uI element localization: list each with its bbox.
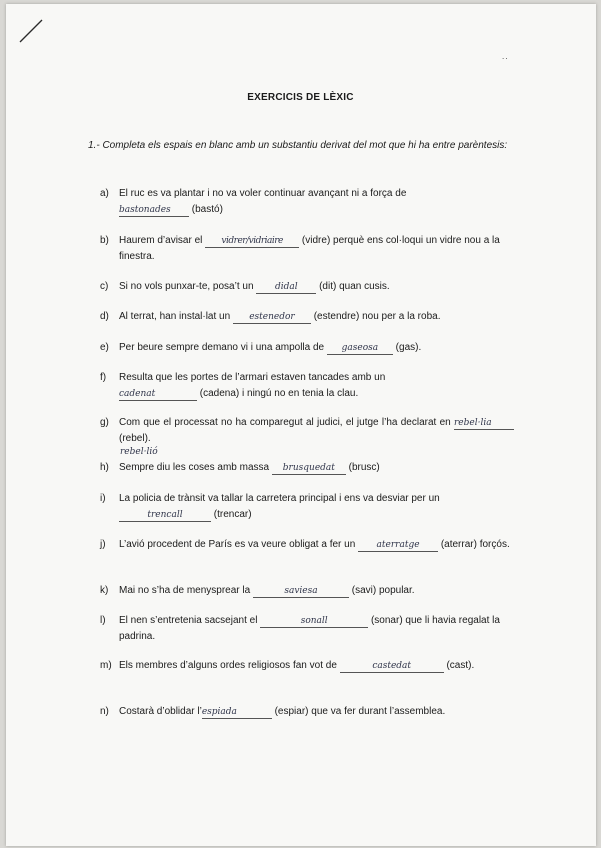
answer-blank: brusquedat [272,463,346,475]
answer-blank: didal [256,282,316,294]
answer-blank: espiada [202,707,272,719]
item-label: c) [100,281,109,292]
item-text [119,340,514,356]
pen-stroke-mark [18,18,44,44]
item-text [119,658,514,674]
item-label: h) [100,462,109,473]
item-text [119,309,514,325]
item-prompt: La policia de trànsit va tallar la carretera principal i ens va desviar per un [119,493,440,504]
exercise-item-e [100,340,514,356]
corner-mark: .. [502,52,509,61]
item-text [119,537,514,553]
item-prompt: El ruc es va plantar i no va voler continuar avançant ni a força de [119,188,407,199]
item-prompt: Si no vols punxar-te, posa’t un [119,281,257,292]
item-label: n) [100,706,109,717]
item-label: k) [100,585,109,596]
item-prompt: Haurem d’avisar el [119,235,206,246]
handwritten-alternative: rebel·lió [120,447,158,457]
exercise-item-k [100,583,514,599]
item-root-word: (aterrar) forçós. [438,539,510,550]
item-root-word: (dit) quan cusis. [316,281,390,292]
exercise-instructions: 1.- Completa els espais en blanc amb un substantiu derivat del mot que hi ha entre parèntesis: [88,140,508,151]
item-root-word: (savi) popular. [348,585,415,596]
item-label: m) [100,660,112,671]
item-root-word: (cast). [443,660,475,671]
item-prompt: Com que el processat no ha comparegut al judici, el jutge l’ha declarat en [119,417,454,428]
answer-blank: trencall [119,510,211,522]
exercise-item-a [100,186,514,218]
answer-blank: cadenat [119,389,197,401]
item-root-word: (cadena) i ningú no en tenia la clau. [197,388,359,399]
item-text [119,491,514,523]
item-prompt: Per beure sempre demano vi i una ampolla de [119,342,327,353]
item-prompt: El nen s’entretenia sacsejant el [119,615,261,626]
item-root-word: (espiar) que va fer durant l’assemblea. [271,706,446,717]
item-text [119,233,514,265]
item-prompt: Resulta que les portes de l’armari estaven tancades amb un [119,372,386,383]
answer-blank: aterratge [358,540,438,552]
answer-blank: gaseosa [327,343,393,355]
item-prompt: Costarà d’oblidar l’ [119,706,202,717]
item-text [119,186,514,218]
exercise-item-l [100,613,514,645]
exercise-item-c [100,279,514,295]
item-root-word: (brusc) [345,462,380,473]
item-root-word: (trencar) [211,509,252,520]
answer-blank: saviesa [253,586,349,598]
answer-blank: castedat [340,661,444,673]
item-text [119,370,514,402]
item-text [119,415,514,447]
item-text [119,613,514,645]
item-label: e) [100,342,109,353]
item-label: l) [100,615,106,626]
answer-blank: estenedor [233,312,311,324]
item-root-word: (rebel). [119,433,151,444]
item-text [119,583,514,599]
item-root-word: (estendre) nou per a la roba. [310,311,441,322]
exercise-item-m [100,658,514,674]
item-label: b) [100,235,109,246]
item-label: i) [100,493,106,504]
exercise-item-d [100,309,514,325]
exercise-item-j [100,537,514,553]
answer-blank: rebel·lia [454,418,514,430]
item-root-word: (sonar) que li havia regalat la padrina. [119,615,500,642]
answer-blank: vidrer/vidriaire [205,236,299,248]
answer-blank: bastonades [119,205,189,217]
item-label: g) [100,417,109,428]
item-root-word: (vidre) perquè ens col·loqui un vidre nou a la finestra. [119,235,500,262]
page-title: EXERCICIS DE LÈXIC [247,92,354,103]
exercise-item-i [100,491,514,523]
item-label: j) [100,539,106,550]
item-root-word: (bastó) [189,204,223,215]
item-label: d) [100,311,109,322]
item-label: f) [100,372,107,383]
item-prompt: Els membres d’alguns ordes religiosos fan vot de [119,660,340,671]
item-root-word: (gas). [392,342,422,353]
item-prompt: L’avió procedent de París es va veure obligat a fer un [119,539,359,550]
item-label: a) [100,188,109,199]
answer-blank: sonall [260,616,368,628]
item-text [119,704,514,720]
item-prompt: Al terrat, han instal·lat un [119,311,233,322]
item-prompt: Mai no s’ha de menysprear la [119,585,253,596]
exercise-item-f [100,370,514,402]
exercise-item-b [100,233,514,265]
exercise-item-n [100,704,514,720]
exercise-item-g [100,415,514,457]
item-text [119,279,514,295]
exercise-item-h [100,460,514,476]
item-prompt: Sempre diu les coses amb massa [119,462,272,473]
item-text [119,460,514,476]
